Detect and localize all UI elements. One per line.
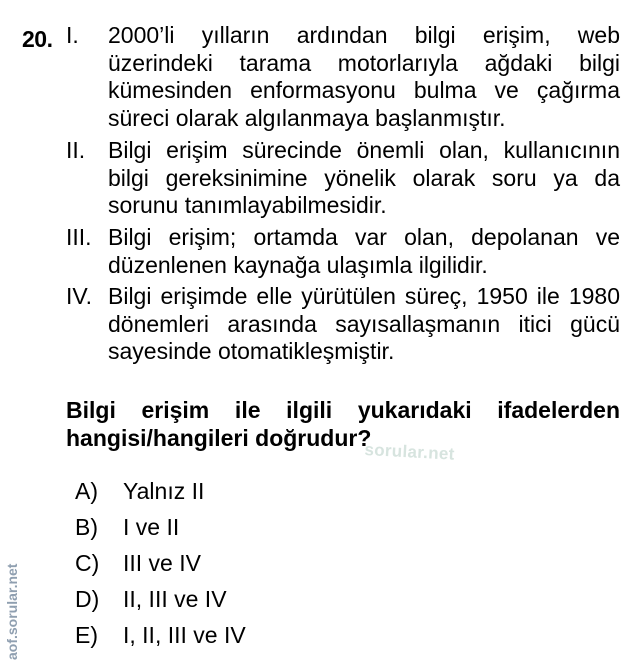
statement-4-text: Bilgi erişimde elle yürütülen süreç, 1950 ile 1980 dönemleri arasında sayısallaşmanın itici gücü sayesinde otomatikleşmiştir. xyxy=(108,283,620,364)
option-e[interactable] xyxy=(75,620,246,656)
question-prompt-line-1: Bilgi erişim ile ilgili yukarıdaki ifadelerden xyxy=(66,397,620,423)
option-d-letter: D) xyxy=(75,586,100,612)
statement-3 xyxy=(66,224,620,279)
option-b[interactable] xyxy=(75,512,246,548)
option-e-letter: E) xyxy=(75,622,98,648)
option-c[interactable] xyxy=(75,548,246,584)
option-e-text: I, II, III ve IV xyxy=(123,622,246,648)
option-c-text: III ve IV xyxy=(123,550,201,576)
watermark-side: aof.sorular.net xyxy=(4,563,20,660)
statement-3-numeral: III. xyxy=(66,224,92,250)
statement-4-numeral: IV. xyxy=(66,283,93,309)
option-b-letter: B) xyxy=(75,514,98,540)
statement-2-text: Bilgi erişim sürecinde önemli olan, kullanıcının bilgi gereksinimine yönelik olarak soru ya da sorunu tanımlayabilmesidir. xyxy=(108,137,620,218)
statement-4 xyxy=(66,283,620,366)
question-prompt xyxy=(66,396,620,452)
statement-2 xyxy=(66,137,620,220)
statement-2-numeral: II. xyxy=(66,137,86,163)
question-number: 20. xyxy=(22,26,53,52)
statement-1-numeral: I. xyxy=(66,22,79,48)
option-a[interactable] xyxy=(75,476,246,512)
option-b-text: I ve II xyxy=(123,514,180,540)
answer-options xyxy=(75,476,246,656)
option-c-letter: C) xyxy=(75,550,100,576)
option-a-text: Yalnız II xyxy=(123,478,205,504)
statement-3-text: Bilgi erişim; ortamda var olan, depolanan ve düzenlenen kaynağa ulaşımla ilgilidir. xyxy=(108,224,620,278)
question-prompt-line-2: hangisi/hangileri doğrudur? xyxy=(66,425,372,451)
watermark-center: sorular.net xyxy=(364,440,456,464)
statement-1 xyxy=(66,22,620,132)
statement-1-text: 2000’li yılların ardından bilgi erişim, web üzerindeki tarama motorlarıyla ağdaki bilgi kümesinden enformasyonu bulma ve çağırma süreci olarak algılanmaya başlanmıştır. xyxy=(108,22,620,131)
option-d-text: II, III ve IV xyxy=(123,586,227,612)
option-a-letter: A) xyxy=(75,478,98,504)
option-d[interactable] xyxy=(75,584,246,620)
